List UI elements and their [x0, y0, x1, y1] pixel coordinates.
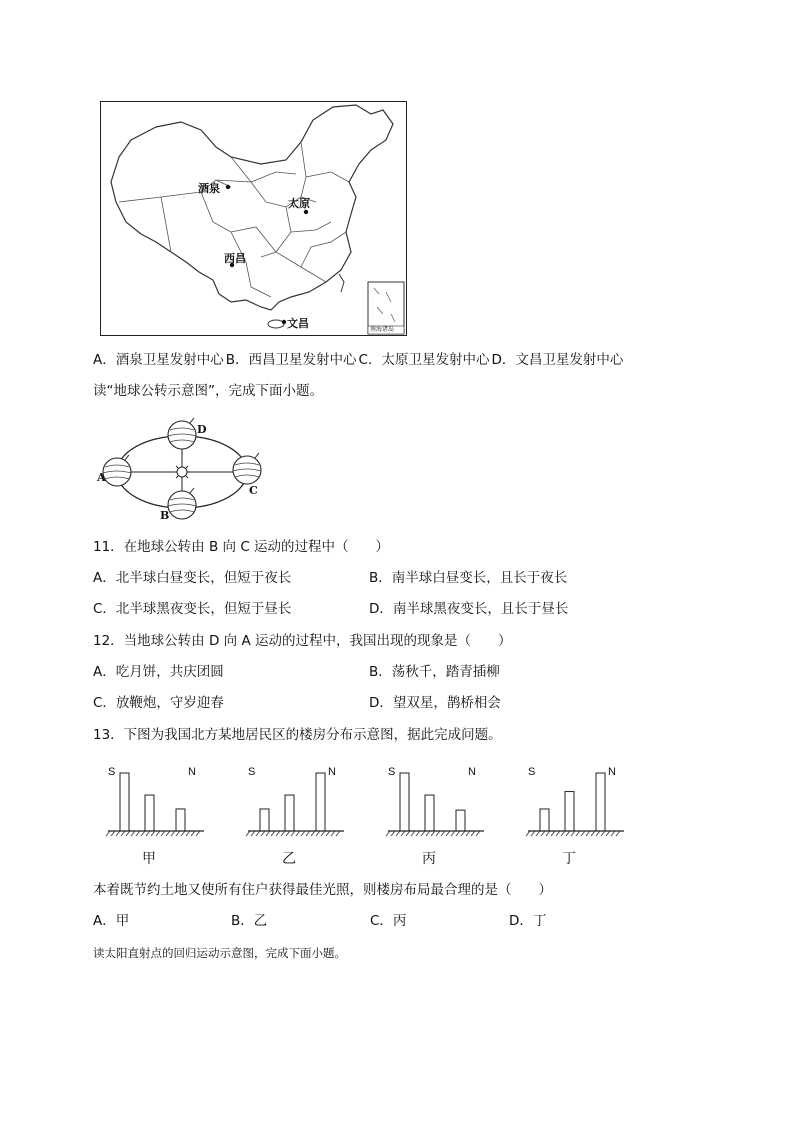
building-panel-drawing — [380, 760, 490, 845]
next-intro: 读太阳直射点的回归运动示意图，完成下面小题。 — [93, 946, 346, 960]
q11-option-b[interactable]: B．南半球白昼变长，且长于夜长 — [369, 570, 568, 586]
q12-option-d[interactable]: D．望双星，鹊桥相会 — [369, 695, 501, 711]
building-bar — [425, 795, 434, 831]
q11-option-c[interactable]: C．北半球黑夜变长，但短于昼长 — [93, 601, 292, 617]
q12-option-c[interactable]: C．放鞭炮，守岁迎春 — [93, 695, 224, 711]
q13-option-b[interactable]: B．乙 — [231, 913, 268, 929]
earth-d-icon — [168, 418, 196, 449]
building-panel — [240, 760, 350, 870]
label-taiyuan: 太原 — [288, 197, 310, 210]
building-panel-drawing — [240, 760, 350, 845]
q10-option-c[interactable]: C．太原卫星发射中心 — [358, 352, 490, 368]
building-bar — [400, 773, 409, 831]
label-xichang: 西昌 — [224, 252, 246, 265]
earth-b-icon — [168, 488, 196, 519]
building-bar — [285, 795, 294, 831]
q10-options — [93, 351, 623, 369]
panel-north-label: N — [468, 766, 476, 778]
panel-name-label: 乙 — [282, 851, 296, 867]
panel-south-label: S — [248, 766, 256, 778]
panel-name-label: 甲 — [142, 851, 156, 867]
q11-option-d[interactable]: D．南半球黑夜变长，且长于昼长 — [369, 601, 569, 617]
panel-south-label: S — [528, 766, 536, 778]
panel-north-label: N — [188, 766, 196, 778]
q11-stem: 11．在地球公转由 B 向 C 运动的过程中（ ） — [93, 539, 390, 555]
q10-option-a[interactable]: A．酒泉卫星发射中心 — [93, 352, 224, 368]
panel-north-label: N — [608, 766, 616, 778]
label-inset-south-china-sea: 南海诸岛 — [370, 326, 395, 333]
q13-stem: 13．下图为我国北方某地居民区的楼房分布示意图，据此完成问题。 — [93, 727, 502, 743]
q10-option-b[interactable]: B．西昌卫星发射中心 — [225, 352, 357, 368]
building-bar — [316, 773, 325, 831]
q13-option-c[interactable]: C．丙 — [370, 913, 407, 929]
building-bar — [456, 810, 465, 831]
q12-option-a[interactable]: A．吃月饼，共庆团圆 — [93, 664, 224, 680]
building-bar — [565, 792, 574, 831]
building-bar — [540, 809, 549, 831]
orbit-intro: 读“地球公转示意图”，完成下面小题。 — [93, 383, 323, 399]
panel-name-label: 丙 — [422, 851, 436, 867]
earth-a-icon — [103, 455, 131, 486]
orbit-label-d: D — [197, 423, 207, 436]
panel-south-label: S — [388, 766, 396, 778]
orbit-drawing — [100, 415, 265, 525]
panel-north-label: N — [328, 766, 336, 778]
building-bar — [260, 809, 269, 831]
earth-c-icon — [233, 453, 261, 484]
q13-options — [93, 912, 546, 930]
building-bar — [596, 773, 605, 831]
panel-name-label: 丁 — [562, 851, 576, 867]
q13-option-a[interactable]: A．甲 — [93, 913, 130, 929]
q12-option-b[interactable]: B．荡秋千，踏青插柳 — [369, 664, 500, 680]
building-panel — [520, 760, 630, 870]
orbit-diagram — [97, 415, 265, 525]
building-bar — [145, 795, 154, 831]
q13-question: 本着既节约土地又使所有住户获得最佳光照，则楼房布局最合理的是（ ） — [93, 882, 552, 898]
q10-option-d[interactable]: D．文昌卫星发射中心 — [491, 352, 624, 368]
orbit-label-b: B — [160, 509, 170, 522]
panel-south-label: S — [108, 766, 116, 778]
sun-icon — [173, 463, 191, 481]
building-bar — [120, 773, 129, 831]
orbit-label-c: C — [249, 484, 258, 497]
china-map-drawing — [101, 102, 406, 335]
q12-stem: 12．当地球公转由 D 向 A 运动的过程中，我国出现的现象是（ ） — [93, 633, 512, 649]
building-panels — [100, 760, 660, 870]
building-panel — [100, 760, 210, 870]
building-panel-drawing — [520, 760, 630, 845]
building-bar — [176, 809, 185, 831]
orbit-label-a: A — [97, 471, 106, 484]
q13-option-d[interactable]: D．丁 — [509, 913, 547, 929]
q11-option-a[interactable]: A．北半球白昼变长，但短于夜长 — [93, 570, 292, 586]
label-wenchang: 文昌 — [287, 317, 309, 330]
china-map — [100, 101, 407, 336]
label-jiuquan: 酒泉 — [198, 182, 220, 195]
building-panel-drawing — [100, 760, 210, 845]
building-panel — [380, 760, 490, 870]
